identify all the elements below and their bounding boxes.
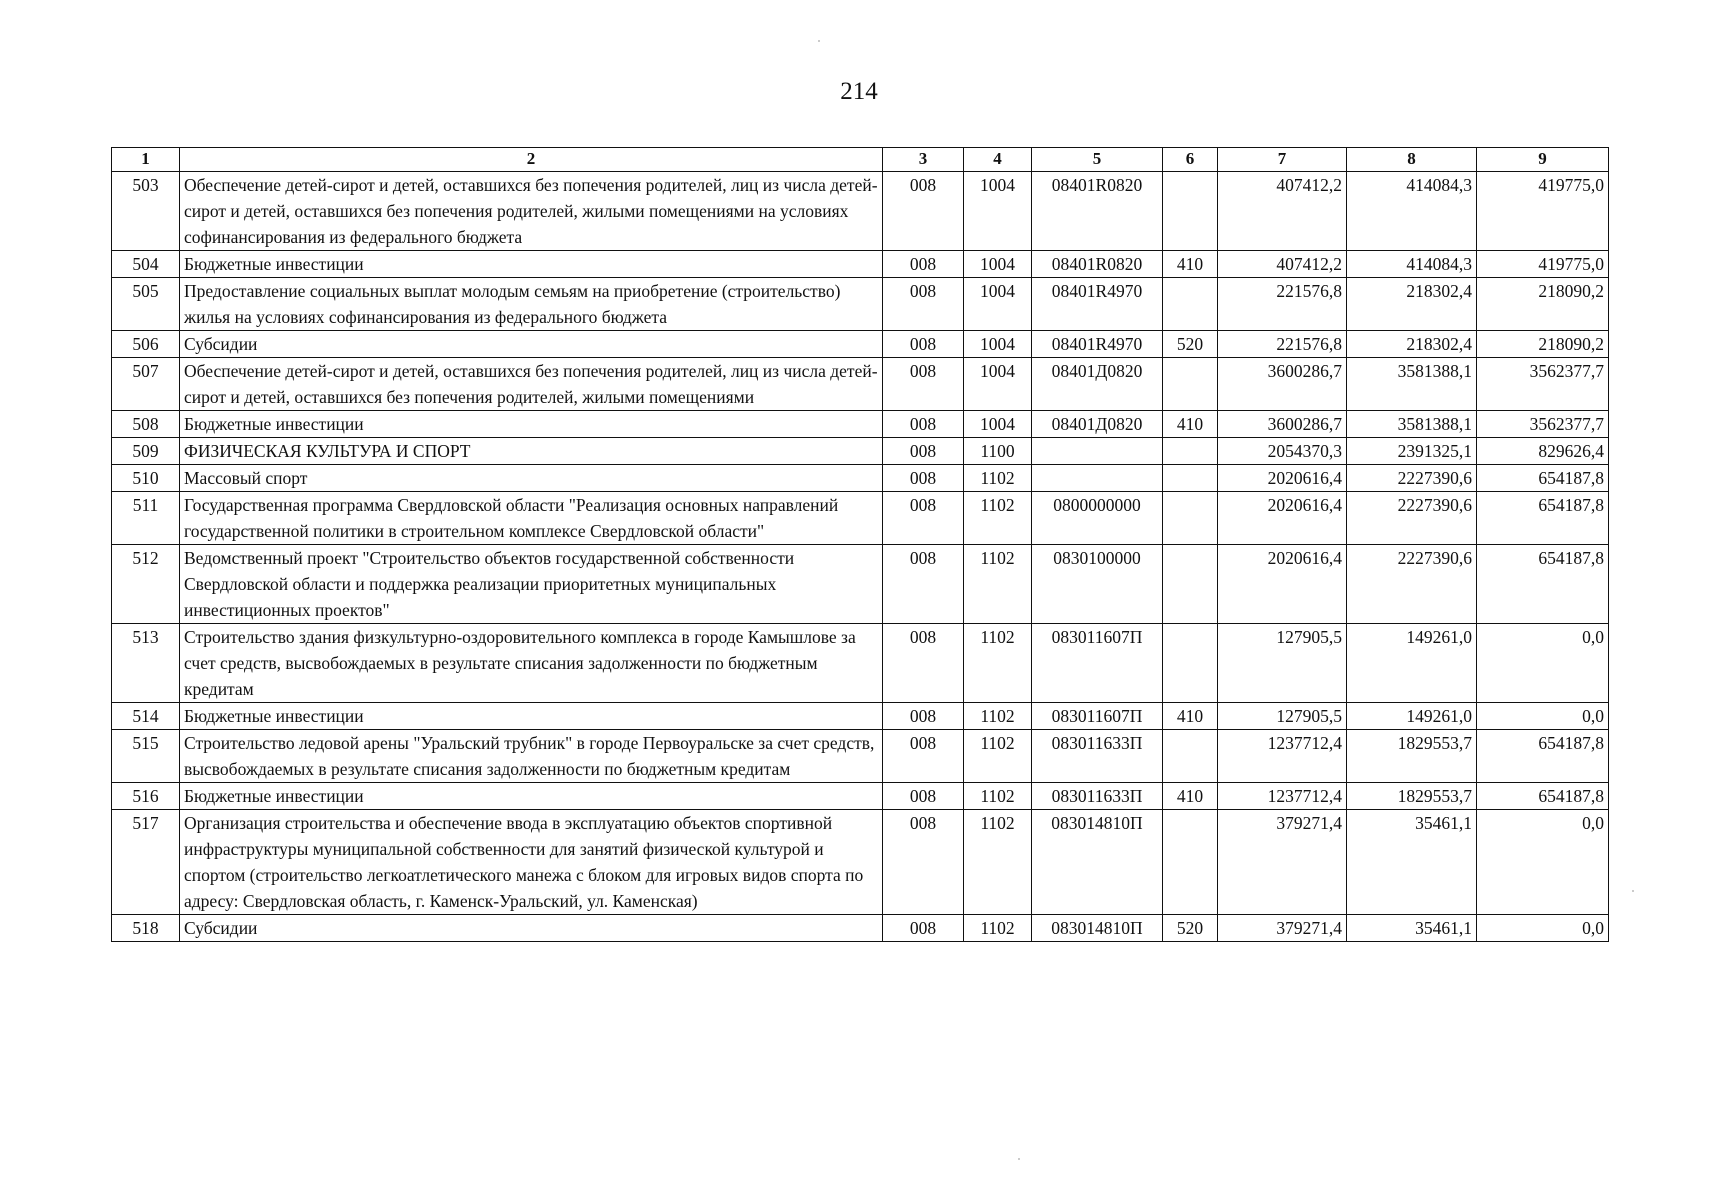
table-row: [112, 251, 1609, 278]
expense-type-cell: [1163, 278, 1218, 331]
table-row: [112, 730, 1609, 783]
row-name-cell: Государственная программа Свердловской области "Реализация основных направлений государственной политики в строительном комплексе Свердловской области": [180, 492, 883, 545]
row-number-cell: 509: [112, 438, 180, 465]
section-code-cell: 1102: [964, 810, 1032, 915]
target-article-cell: 08401Д0820: [1032, 358, 1163, 411]
row-name-cell: Строительство здания физкультурно-оздоровительного комплекса в городе Камышлове за счет средств, высвобождаемых в результате списания задолженности по бюджетным кредитам: [180, 624, 883, 703]
amount-year1-cell: 2054370,3: [1218, 438, 1347, 465]
section-code-cell: 1102: [964, 545, 1032, 624]
table-row: [112, 411, 1609, 438]
ministry-code-cell: 008: [883, 624, 964, 703]
amount-year2-cell: 2227390,6: [1347, 492, 1477, 545]
amount-year3-cell: 654187,8: [1477, 465, 1609, 492]
amount-year1-cell: 1237712,4: [1218, 783, 1347, 810]
row-name-cell: Бюджетные инвестиции: [180, 411, 883, 438]
ministry-code-cell: 008: [883, 251, 964, 278]
ministry-code-cell: 008: [883, 730, 964, 783]
amount-year3-cell: 0,0: [1477, 703, 1609, 730]
table-row: [112, 278, 1609, 331]
row-number-cell: 515: [112, 730, 180, 783]
amount-year3-cell: 3562377,7: [1477, 411, 1609, 438]
section-code-cell: 1004: [964, 172, 1032, 251]
row-number-cell: 512: [112, 545, 180, 624]
amount-year1-cell: 3600286,7: [1218, 358, 1347, 411]
expense-type-cell: [1163, 810, 1218, 915]
table-row: [112, 465, 1609, 492]
page-number: 214: [840, 78, 878, 105]
amount-year1-cell: 127905,5: [1218, 624, 1347, 703]
expense-type-cell: [1163, 624, 1218, 703]
amount-year2-cell: 2227390,6: [1347, 545, 1477, 624]
amount-year2-cell: 2227390,6: [1347, 465, 1477, 492]
ministry-code-cell: 008: [883, 331, 964, 358]
amount-year2-cell: 218302,4: [1347, 278, 1477, 331]
amount-year2-cell: 1829553,7: [1347, 730, 1477, 783]
expense-type-cell: 410: [1163, 411, 1218, 438]
target-article-cell: 08401R4970: [1032, 278, 1163, 331]
row-number-cell: 505: [112, 278, 180, 331]
target-article-cell: 08401R0820: [1032, 172, 1163, 251]
row-name-cell: Субсидии: [180, 915, 883, 942]
column-header-5: 5: [1032, 148, 1163, 172]
header-row: [112, 148, 1609, 172]
amount-year2-cell: 1829553,7: [1347, 783, 1477, 810]
amount-year2-cell: 218302,4: [1347, 331, 1477, 358]
target-article-cell: 08401R0820: [1032, 251, 1163, 278]
column-header-2: 2: [180, 148, 883, 172]
row-number-cell: 506: [112, 331, 180, 358]
row-name-cell: Субсидии: [180, 331, 883, 358]
amount-year1-cell: 2020616,4: [1218, 465, 1347, 492]
ministry-code-cell: 008: [883, 492, 964, 545]
target-article-cell: 08401Д0820: [1032, 411, 1163, 438]
section-code-cell: 1102: [964, 492, 1032, 545]
expense-type-cell: [1163, 730, 1218, 783]
row-name-cell: ФИЗИЧЕСКАЯ КУЛЬТУРА И СПОРТ: [180, 438, 883, 465]
ministry-code-cell: 008: [883, 703, 964, 730]
ministry-code-cell: 008: [883, 172, 964, 251]
column-header-1: 1: [112, 148, 180, 172]
amount-year2-cell: 3581388,1: [1347, 358, 1477, 411]
row-name-cell: Бюджетные инвестиции: [180, 783, 883, 810]
column-header-6: 6: [1163, 148, 1218, 172]
section-code-cell: 1102: [964, 624, 1032, 703]
section-code-cell: 1004: [964, 251, 1032, 278]
amount-year1-cell: 379271,4: [1218, 915, 1347, 942]
target-article-cell: 083011607П: [1032, 624, 1163, 703]
row-number-cell: 507: [112, 358, 180, 411]
amount-year2-cell: 414084,3: [1347, 172, 1477, 251]
row-number-cell: 513: [112, 624, 180, 703]
row-number-cell: 504: [112, 251, 180, 278]
expense-type-cell: [1163, 358, 1218, 411]
expense-type-cell: [1163, 438, 1218, 465]
row-name-cell: Массовый спорт: [180, 465, 883, 492]
table-body: [112, 172, 1609, 942]
row-name-cell: Организация строительства и обеспечение ввода в эксплуатацию объектов спортивной инфраструктуры муниципальной собственности для занятий физической культурой и спортом (строительство легкоатлетического манежа с блоком для игровых видов спорта по адресу: Свердловская область, г. Каменск-Уральский, ул. Каменская): [180, 810, 883, 915]
column-header-3: 3: [883, 148, 964, 172]
row-number-cell: 517: [112, 810, 180, 915]
amount-year3-cell: 419775,0: [1477, 172, 1609, 251]
row-number-cell: 510: [112, 465, 180, 492]
table-row: [112, 810, 1609, 915]
ministry-code-cell: 008: [883, 783, 964, 810]
column-header-8: 8: [1347, 148, 1477, 172]
amount-year1-cell: 407412,2: [1218, 172, 1347, 251]
table-row: [112, 331, 1609, 358]
column-header-9: 9: [1477, 148, 1609, 172]
section-code-cell: 1102: [964, 783, 1032, 810]
amount-year2-cell: 414084,3: [1347, 251, 1477, 278]
ministry-code-cell: 008: [883, 915, 964, 942]
section-code-cell: 1004: [964, 411, 1032, 438]
row-name-cell: Бюджетные инвестиции: [180, 251, 883, 278]
amount-year3-cell: 218090,2: [1477, 278, 1609, 331]
section-code-cell: 1102: [964, 730, 1032, 783]
ministry-code-cell: 008: [883, 438, 964, 465]
expense-type-cell: [1163, 172, 1218, 251]
row-number-cell: 508: [112, 411, 180, 438]
ministry-code-cell: 008: [883, 411, 964, 438]
amount-year3-cell: 829626,4: [1477, 438, 1609, 465]
expense-type-cell: 520: [1163, 331, 1218, 358]
target-article-cell: [1032, 438, 1163, 465]
table-row: [112, 915, 1609, 942]
ministry-code-cell: 008: [883, 358, 964, 411]
scan-speck: [1018, 1158, 1020, 1160]
expense-type-cell: 410: [1163, 251, 1218, 278]
amount-year3-cell: 0,0: [1477, 624, 1609, 703]
ministry-code-cell: 008: [883, 465, 964, 492]
table-row: [112, 358, 1609, 411]
table-header: [112, 148, 1609, 172]
amount-year2-cell: 149261,0: [1347, 624, 1477, 703]
amount-year1-cell: 2020616,4: [1218, 492, 1347, 545]
amount-year3-cell: 654187,8: [1477, 730, 1609, 783]
expense-type-cell: [1163, 545, 1218, 624]
target-article-cell: 083014810П: [1032, 810, 1163, 915]
section-code-cell: 1004: [964, 358, 1032, 411]
row-number-cell: 516: [112, 783, 180, 810]
amount-year1-cell: 407412,2: [1218, 251, 1347, 278]
table-row: [112, 545, 1609, 624]
target-article-cell: 083014810П: [1032, 915, 1163, 942]
row-number-cell: 514: [112, 703, 180, 730]
amount-year1-cell: 3600286,7: [1218, 411, 1347, 438]
row-name-cell: Ведомственный проект "Строительство объектов государственной собственности Свердловской области и поддержка реализации приоритетных муниципальных инвестиционных проектов": [180, 545, 883, 624]
row-name-cell: Бюджетные инвестиции: [180, 703, 883, 730]
section-code-cell: 1100: [964, 438, 1032, 465]
table-row: [112, 492, 1609, 545]
budget-table: [111, 147, 1609, 942]
amount-year1-cell: 221576,8: [1218, 278, 1347, 331]
section-code-cell: 1004: [964, 331, 1032, 358]
target-article-cell: 08401R4970: [1032, 331, 1163, 358]
ministry-code-cell: 008: [883, 545, 964, 624]
table-row: [112, 624, 1609, 703]
table-row: [112, 783, 1609, 810]
amount-year2-cell: 3581388,1: [1347, 411, 1477, 438]
expense-type-cell: 520: [1163, 915, 1218, 942]
expense-type-cell: 410: [1163, 783, 1218, 810]
row-name-cell: Обеспечение детей-сирот и детей, оставшихся без попечения родителей, лиц из числа детей-сирот и детей, оставшихся без попечения родителей, жилыми помещениями: [180, 358, 883, 411]
target-article-cell: 083011633П: [1032, 730, 1163, 783]
table-row: [112, 703, 1609, 730]
section-code-cell: 1102: [964, 703, 1032, 730]
section-code-cell: 1004: [964, 278, 1032, 331]
amount-year3-cell: 0,0: [1477, 915, 1609, 942]
ministry-code-cell: 008: [883, 278, 964, 331]
amount-year2-cell: 35461,1: [1347, 915, 1477, 942]
amount-year1-cell: 2020616,4: [1218, 545, 1347, 624]
table-row: [112, 438, 1609, 465]
target-article-cell: 0800000000: [1032, 492, 1163, 545]
amount-year3-cell: 0,0: [1477, 810, 1609, 915]
amount-year3-cell: 3562377,7: [1477, 358, 1609, 411]
amount-year3-cell: 419775,0: [1477, 251, 1609, 278]
row-name-cell: Обеспечение детей-сирот и детей, оставшихся без попечения родителей, лиц из числа детей-сирот и детей, оставшихся без попечения родителей, жилыми помещениями на условиях софинансирования из федерального бюджета: [180, 172, 883, 251]
amount-year3-cell: 218090,2: [1477, 331, 1609, 358]
expense-type-cell: [1163, 492, 1218, 545]
amount-year1-cell: 127905,5: [1218, 703, 1347, 730]
scan-speck: [1632, 890, 1634, 892]
table-row: [112, 172, 1609, 251]
amount-year2-cell: 2391325,1: [1347, 438, 1477, 465]
amount-year3-cell: 654187,8: [1477, 545, 1609, 624]
row-number-cell: 518: [112, 915, 180, 942]
row-number-cell: 503: [112, 172, 180, 251]
target-article-cell: 083011607П: [1032, 703, 1163, 730]
row-name-cell: Предоставление социальных выплат молодым семьям на приобретение (строительство) жилья на условиях софинансирования из федерального бюджета: [180, 278, 883, 331]
amount-year3-cell: 654187,8: [1477, 783, 1609, 810]
row-name-cell: Строительство ледовой арены "Уральский трубник" в городе Первоуральске за счет средств, высвобождаемых в результате списания задолженности по бюджетным кредитам: [180, 730, 883, 783]
row-number-cell: 511: [112, 492, 180, 545]
section-code-cell: 1102: [964, 915, 1032, 942]
amount-year1-cell: 1237712,4: [1218, 730, 1347, 783]
expense-type-cell: [1163, 465, 1218, 492]
amount-year2-cell: 35461,1: [1347, 810, 1477, 915]
target-article-cell: 0830100000: [1032, 545, 1163, 624]
ministry-code-cell: 008: [883, 810, 964, 915]
expense-type-cell: 410: [1163, 703, 1218, 730]
section-code-cell: 1102: [964, 465, 1032, 492]
scan-speck: [818, 40, 820, 42]
amount-year3-cell: 654187,8: [1477, 492, 1609, 545]
column-header-4: 4: [964, 148, 1032, 172]
column-header-7: 7: [1218, 148, 1347, 172]
amount-year2-cell: 149261,0: [1347, 703, 1477, 730]
amount-year1-cell: 221576,8: [1218, 331, 1347, 358]
target-article-cell: 083011633П: [1032, 783, 1163, 810]
target-article-cell: [1032, 465, 1163, 492]
amount-year1-cell: 379271,4: [1218, 810, 1347, 915]
